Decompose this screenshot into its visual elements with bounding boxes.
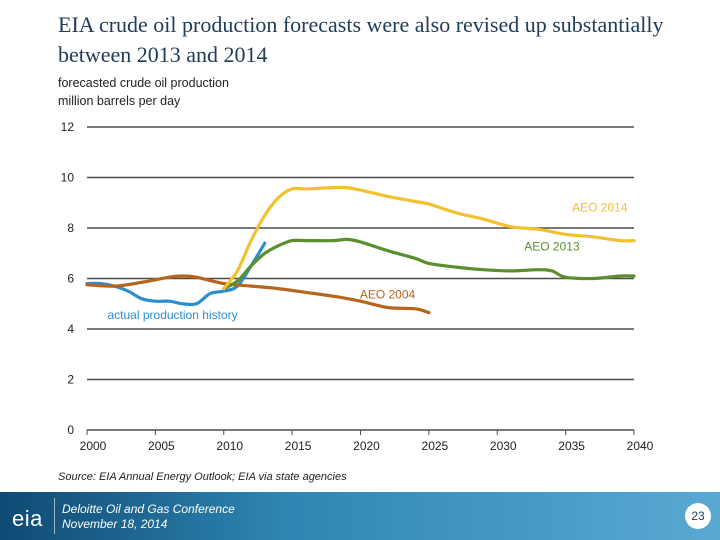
page-number: 23 — [685, 503, 711, 529]
y-tick-label: 6 — [67, 271, 74, 286]
x-tick-label: 2020 — [353, 439, 380, 453]
y-axis-caption — [58, 74, 229, 110]
footer-bar — [0, 492, 720, 540]
y-tick-label: 4 — [67, 322, 74, 336]
footer-divider — [54, 498, 55, 534]
y-axis-caption-line-2: million barrels per day — [58, 94, 181, 108]
series-annotation-1: AEO 2013 — [524, 239, 580, 254]
x-tick-label: 2040 — [626, 439, 654, 453]
x-tick-label: 2015 — [284, 439, 312, 453]
y-tick-label: 0 — [67, 423, 74, 437]
x-tick-labels — [80, 439, 654, 453]
x-tick-label: 2000 — [79, 439, 107, 453]
conference-info — [62, 502, 235, 532]
source-note: Source: EIA Annual Energy Outlook; EIA via state agencies — [58, 471, 347, 483]
production-line-chart — [0, 110, 720, 465]
y-tick-label: 12 — [60, 120, 74, 134]
y-tick-label: 8 — [67, 221, 74, 235]
x-tick-label: 2030 — [489, 439, 517, 453]
y-tick-labels — [61, 120, 75, 437]
y-axis-caption-line-1: forecasted crude oil production — [58, 76, 229, 90]
chart-grid — [87, 127, 634, 435]
page-title: EIA crude oil production forecasts were also revised up substantially between 2013 and 2014 — [58, 12, 664, 67]
series-annotation-2: AEO 2004 — [359, 287, 416, 302]
eia-logo — [8, 496, 58, 536]
series-annotation-0: AEO 2014 — [572, 200, 628, 215]
x-tick-label: 2005 — [148, 439, 175, 453]
x-tick-label: 2025 — [421, 439, 449, 453]
series-line-0 — [87, 243, 265, 305]
conference-date: November 18, 2014 — [62, 517, 168, 531]
x-tick-label: 2035 — [558, 439, 585, 453]
series-annotation-3: actual production history — [107, 307, 238, 322]
x-tick-label: 2010 — [216, 439, 244, 453]
y-tick-label: 10 — [60, 170, 74, 185]
conference-name: Deloitte Oil and Gas Conference — [62, 502, 235, 516]
y-tick-label: 2 — [67, 372, 74, 387]
eia-logo-text: eia — [12, 506, 43, 531]
